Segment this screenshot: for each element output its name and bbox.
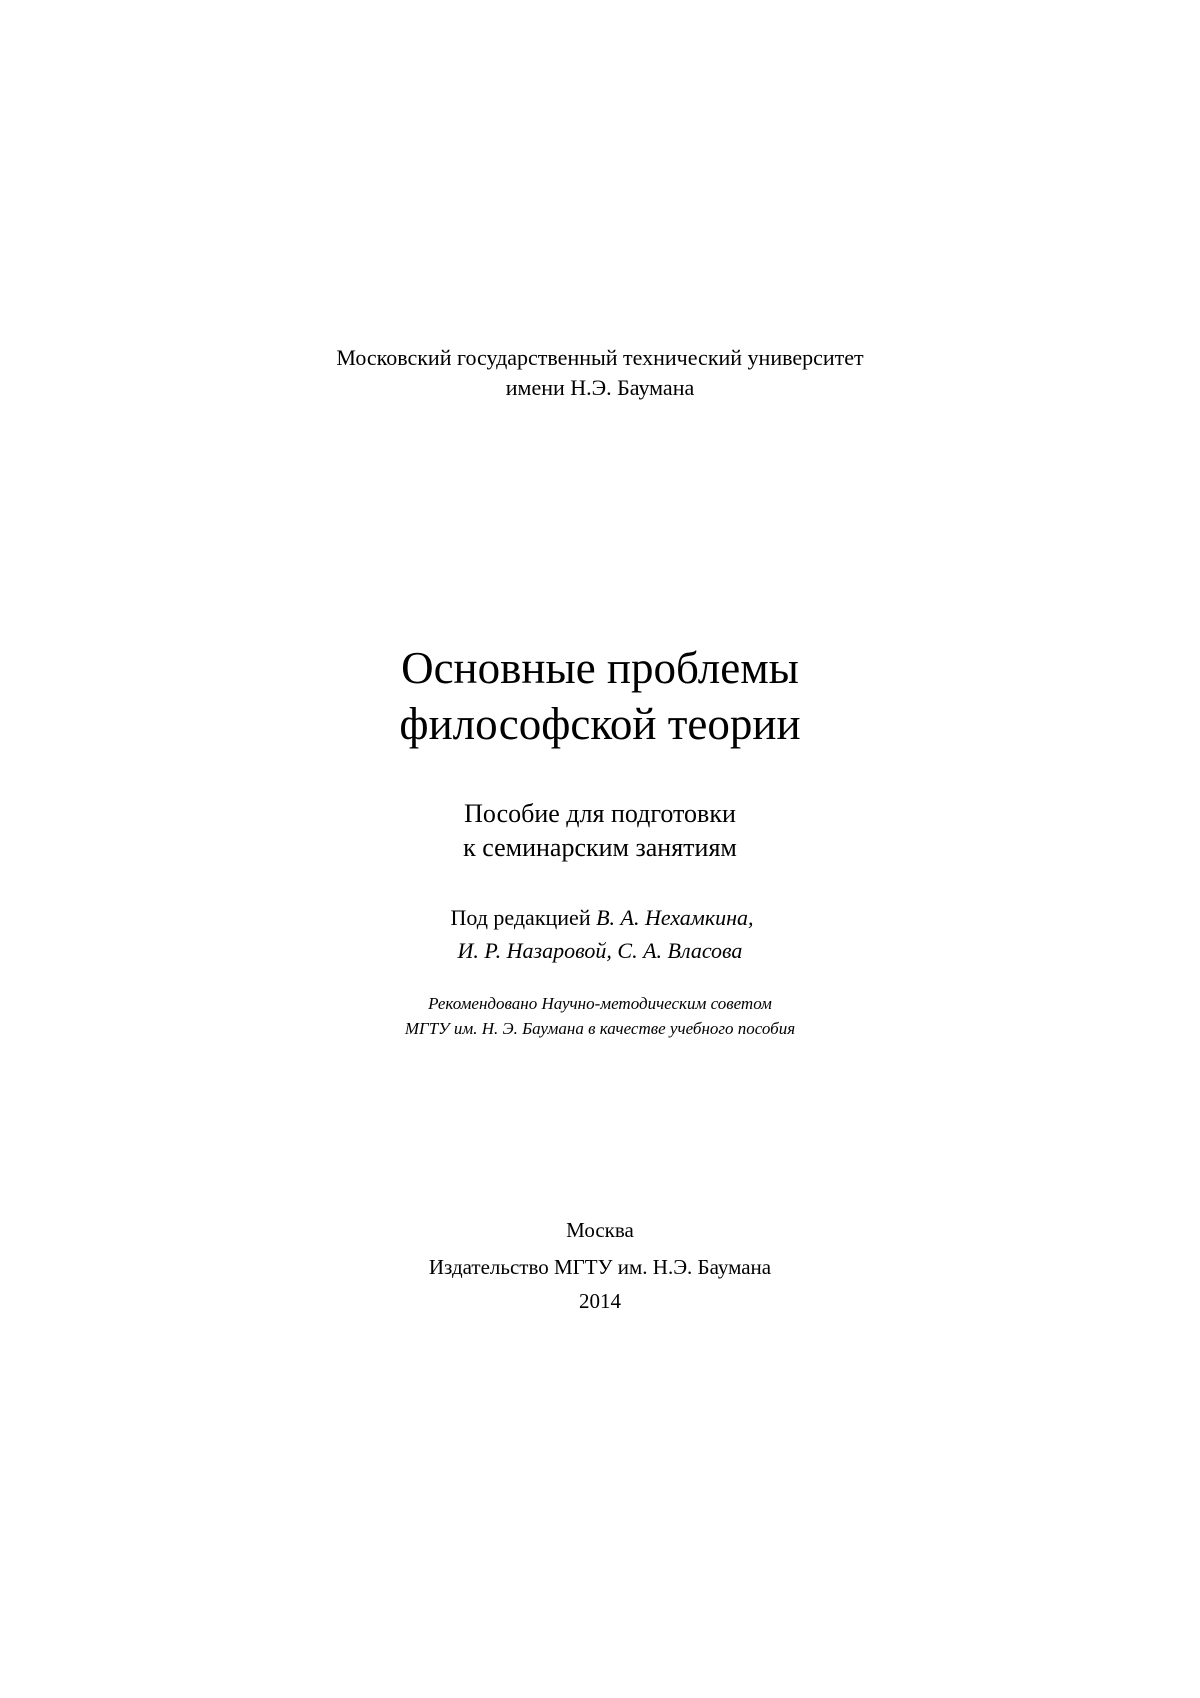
- imprint-year: 2014: [579, 1289, 621, 1313]
- editors-line-1: [2, 901, 1200, 934]
- university-header: [0, 343, 1200, 403]
- book-subtitle-line-2: к семинарским занятиям: [463, 833, 737, 862]
- editors-names-1: В. А. Нехамкина,: [596, 905, 754, 930]
- recommendation-line-1: Рекомендовано Научно-методическим советом: [428, 994, 772, 1013]
- imprint-city: Москва: [566, 1218, 634, 1242]
- editors-prefix: Под редакцией: [450, 905, 597, 930]
- university-named-after: имени Н.Э. Баумана: [505, 375, 695, 400]
- book-title-line-2: философской теории: [399, 699, 801, 749]
- imprint-publisher: Издательство МГТУ им. Н.Э. Баумана: [428, 1255, 772, 1279]
- editors-names-2: И. Р. Назаровой, С. А. Власова: [457, 938, 743, 963]
- editors: [0, 901, 1200, 967]
- book-title: [0, 640, 1200, 752]
- book-title-line-1: Основные проблемы: [401, 643, 799, 693]
- university-name: Московский государственный технический университет: [336, 345, 864, 370]
- book-subtitle: [0, 797, 1200, 865]
- recommendation-note: [0, 991, 1200, 1041]
- recommendation-line-2: МГТУ им. Н. Э. Баумана в качестве учебного пособия: [404, 1019, 796, 1038]
- book-subtitle-line-1: Пособие для подготовки: [464, 799, 736, 828]
